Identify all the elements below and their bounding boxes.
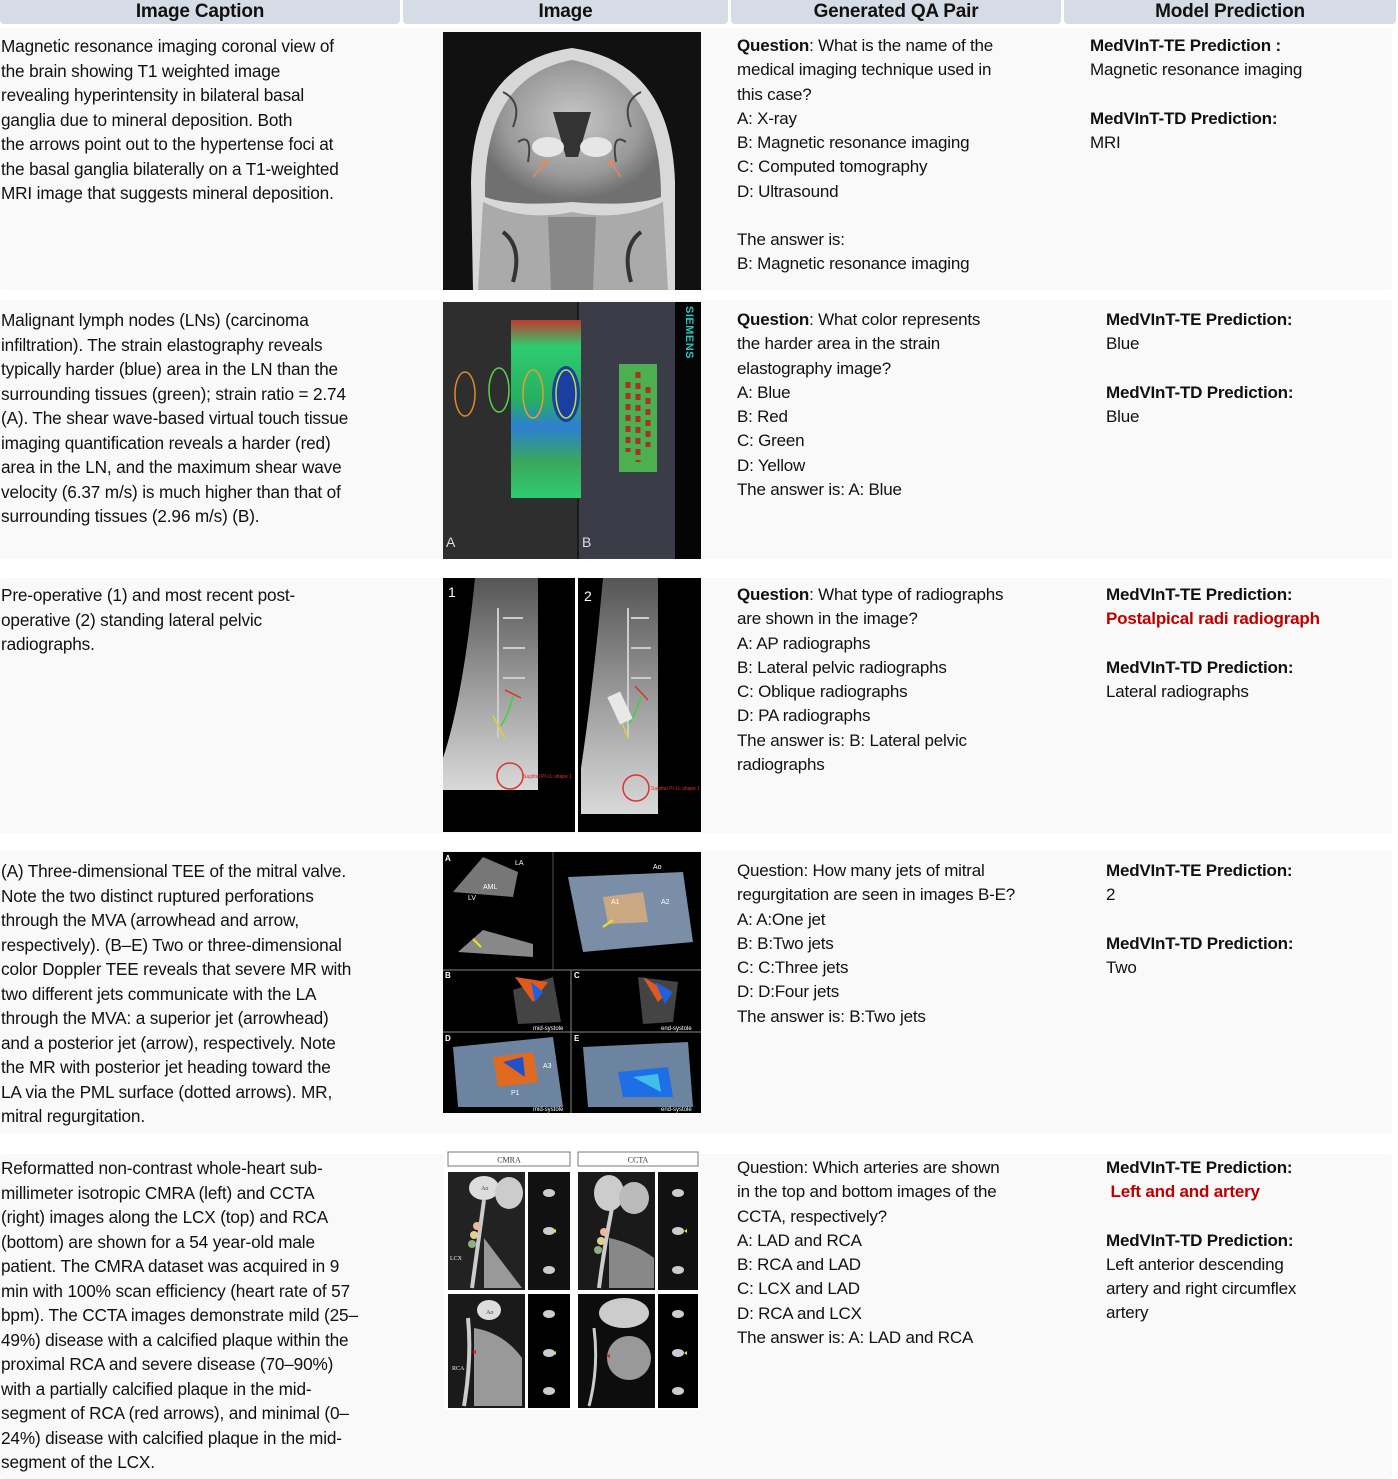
caption-line: two different jets communicate with the LA bbox=[1, 983, 317, 1004]
td-prediction-label: MedVInT-TD Prediction: bbox=[1106, 657, 1294, 677]
image-caption bbox=[1, 308, 393, 529]
caption-line: infiltration). The strain elastography reveals bbox=[1, 334, 323, 355]
cmra-label: CMRA bbox=[497, 1155, 521, 1165]
rca-label: RCA bbox=[452, 1366, 465, 1372]
caption-line: proximal RCA and severe disease (70–90%) bbox=[1, 1354, 334, 1374]
answer-line: The answer is: A: LAD and RCA bbox=[737, 1328, 974, 1348]
qa-pair bbox=[737, 308, 1057, 502]
caption-line: surrounding tissues (green); strain ratio = 2.74 bbox=[1, 383, 346, 404]
model-prediction bbox=[1106, 308, 1398, 429]
measurement-label: Sagittal PI-LL shape 1 bbox=[523, 774, 573, 780]
td-prediction-value: artery bbox=[1106, 1303, 1149, 1323]
anatomy-label: Ao bbox=[653, 864, 662, 871]
panel-label-2: 2 bbox=[584, 588, 592, 604]
phase-label: mid-systole bbox=[533, 1026, 564, 1032]
te-prediction-label: MedVInT-TE Prediction: bbox=[1106, 1158, 1293, 1177]
te-prediction-label: MedVInT-TE Prediction: bbox=[1106, 310, 1293, 329]
header-image: Image bbox=[403, 0, 728, 24]
option-c: C: Computed tomography bbox=[737, 157, 928, 177]
caption-line: the basal ganglia bilaterally on a T1-weighted bbox=[1, 158, 339, 179]
te-prediction-value: Magnetic resonance imaging bbox=[1090, 60, 1303, 80]
caption-line: LA via the PML surface (dotted arrows). MR, bbox=[1, 1081, 333, 1102]
answer-line: The answer is: B:Two jets bbox=[737, 1006, 926, 1026]
model-prediction bbox=[1106, 1156, 1398, 1326]
te-prediction-value: 2 bbox=[1106, 885, 1116, 905]
answer-line: B: Magnetic resonance imaging bbox=[737, 254, 970, 274]
cmra-ccta-image bbox=[444, 1148, 700, 1410]
caption-line: radiographs. bbox=[1, 634, 95, 654]
option-b: B: RCA and LAD bbox=[737, 1255, 861, 1275]
answer-line: The answer is: B: Lateral pelvic bbox=[737, 730, 967, 750]
question-line: elastography image? bbox=[737, 358, 892, 378]
td-prediction-value: MRI bbox=[1090, 132, 1121, 152]
anatomy-label: P1 bbox=[511, 1090, 520, 1097]
question-line: are shown in the image? bbox=[737, 609, 918, 629]
option-b: B: B:Two jets bbox=[737, 933, 834, 953]
caption-line: patient. The CMRA dataset was acquired in 9 bbox=[1, 1256, 340, 1276]
panel-label-a: A bbox=[446, 534, 456, 550]
answer-line: radiographs bbox=[737, 755, 825, 775]
td-prediction-value: Blue bbox=[1106, 406, 1140, 426]
lcx-label: LCX bbox=[450, 1256, 462, 1262]
panel-label-c: C bbox=[574, 971, 580, 980]
question-line: CCTA, respectively? bbox=[737, 1206, 887, 1226]
caption-line: (right) images along the LCX (top) and RCA bbox=[1, 1207, 329, 1227]
elastography-image bbox=[443, 302, 701, 559]
caption-line: the arrows point out to the hypertense foci at bbox=[1, 134, 334, 154]
panel-label-b: B bbox=[582, 534, 592, 550]
caption-line: imaging quantification reveals a harder (red) bbox=[1, 432, 331, 453]
image-caption bbox=[1, 859, 393, 1129]
phase-label: end-systole bbox=[661, 1107, 692, 1113]
te-prediction-value-wrong: Postalpical radi radiograph bbox=[1106, 609, 1320, 629]
option-d: D: PA radiographs bbox=[737, 706, 871, 726]
option-a: A: LAD and RCA bbox=[737, 1230, 862, 1250]
phase-label: mid-systole bbox=[533, 1107, 564, 1113]
measurement-label: Sagittal PI-LL shape 1 bbox=[651, 786, 701, 792]
tee-echocardiogram-image bbox=[443, 852, 701, 1113]
option-d: D: Yellow bbox=[737, 455, 806, 475]
td-prediction-label: MedVInT-TD Prediction: bbox=[1090, 108, 1278, 128]
question-line: Question: Which arteries are shown bbox=[737, 1158, 1000, 1177]
ao-label: Ao bbox=[481, 1186, 489, 1192]
option-d: D: D:Four jets bbox=[737, 982, 840, 1002]
table-row bbox=[0, 28, 1392, 290]
caption-line: mitral regurgitation. bbox=[1, 1106, 145, 1126]
option-c: C: Green bbox=[737, 431, 805, 451]
caption-line: millimeter isotropic CMRA (left) and CCTA bbox=[1, 1182, 315, 1203]
option-b: B: Red bbox=[737, 407, 788, 427]
caption-line: min with 100% scan efficiency (heart rate of 57 bbox=[1, 1280, 350, 1301]
table-row bbox=[0, 578, 1392, 833]
mri-brain-image bbox=[443, 32, 701, 290]
model-prediction bbox=[1090, 34, 1390, 155]
td-prediction-value: artery and right circumflex bbox=[1106, 1279, 1297, 1299]
option-c: C: C:Three jets bbox=[737, 958, 849, 978]
caption-line: (bottom) are shown for a 54 year-old male bbox=[1, 1231, 315, 1252]
table-header bbox=[0, 0, 1398, 24]
anatomy-label: LA bbox=[515, 860, 524, 867]
table-row bbox=[0, 1154, 1392, 1479]
caption-line: Magnetic resonance imaging coronal view of bbox=[1, 36, 334, 56]
te-prediction-label: MedVInT-TE Prediction: bbox=[1106, 585, 1293, 604]
caption-line: area in the LN, and the maximum shear wave bbox=[1, 457, 342, 477]
siemens-label: SIEMENS bbox=[675, 304, 701, 361]
caption-line: typically harder (blue) area in the LN than the bbox=[1, 359, 338, 379]
td-prediction-label: MedVInT-TD Prediction: bbox=[1106, 382, 1294, 402]
qa-pair bbox=[737, 34, 1057, 277]
option-c: C: Oblique radiographs bbox=[737, 682, 908, 702]
option-a: A: X-ray bbox=[737, 108, 797, 128]
question-line bbox=[737, 308, 1057, 332]
te-prediction-label: MedVInT-TE Prediction: bbox=[1106, 861, 1293, 880]
option-c: C: LCX and LAD bbox=[737, 1279, 860, 1299]
caption-line: surrounding tissues (2.96 m/s) (B). bbox=[1, 506, 260, 526]
td-prediction-label: MedVInT-TD Prediction: bbox=[1106, 1230, 1294, 1250]
ao-label: Ao bbox=[486, 1310, 494, 1316]
caption-line: respectively). (B–E) Two or three-dimensional bbox=[1, 934, 342, 955]
phase-label: end-systole bbox=[661, 1026, 692, 1032]
caption-line: through the MVA: a superior jet (arrowhead) bbox=[1, 1008, 329, 1028]
anatomy-label: A1 bbox=[611, 899, 620, 906]
td-prediction-value: Lateral radiographs bbox=[1106, 681, 1249, 701]
caption-line: with a partially calcified plaque in the mid- bbox=[1, 1378, 312, 1399]
caption-line: and a posterior jet (arrow), respectively. Note bbox=[1, 1032, 336, 1053]
caption-line: (A). The shear wave-based virtual touch tissue bbox=[1, 408, 349, 428]
anatomy-label: A2 bbox=[661, 899, 670, 906]
question-line: in the top and bottom images of the bbox=[737, 1182, 997, 1202]
image-caption bbox=[1, 34, 393, 206]
option-d: D: Ultrasound bbox=[737, 181, 839, 201]
model-prediction bbox=[1106, 859, 1398, 980]
caption-line: the MR with posterior jet heading toward the bbox=[1, 1057, 331, 1077]
ccta-label: CCTA bbox=[627, 1155, 649, 1165]
caption-line: (A) Three-dimensional TEE of the mitral valve. bbox=[1, 861, 346, 881]
option-a: A: Blue bbox=[737, 382, 791, 402]
caption-line: ganglia due to mineral deposition. Both bbox=[1, 109, 293, 130]
caption-line: operative (2) standing lateral pelvic bbox=[1, 609, 262, 630]
caption-line: Reformatted non-contrast whole-heart sub- bbox=[1, 1158, 323, 1178]
question-line: regurgitation are seen in images B-E? bbox=[737, 885, 1015, 905]
td-prediction-value: Two bbox=[1106, 957, 1137, 977]
qa-pair bbox=[737, 1156, 1057, 1350]
model-prediction bbox=[1106, 583, 1398, 704]
panel-label-b: B bbox=[445, 971, 451, 980]
panel-label-1: 1 bbox=[448, 584, 456, 600]
caption-line: revealing hyperintensity in bilateral basal bbox=[1, 85, 305, 105]
header-image-caption: Image Caption bbox=[0, 0, 400, 24]
caption-line: Note the two distinct ruptured perforations bbox=[1, 885, 314, 906]
question-label: Question bbox=[737, 310, 810, 329]
panel-label-e: E bbox=[574, 1034, 580, 1043]
caption-line: color Doppler TEE reveals that severe MR with bbox=[1, 959, 352, 979]
option-b: B: Lateral pelvic radiographs bbox=[737, 657, 947, 677]
qa-pair bbox=[737, 859, 1057, 1029]
question-line: this case? bbox=[737, 84, 812, 104]
caption-line: velocity (6.37 m/s) is much higher than that of bbox=[1, 481, 341, 502]
caption-line: 24%) disease with calcified plaque in the mid- bbox=[1, 1427, 342, 1448]
question-text: : What type of radiographs bbox=[809, 585, 1004, 604]
radiograph-image bbox=[443, 578, 701, 832]
image-caption bbox=[1, 1156, 393, 1475]
caption-line: 49%) disease with a calcified plaque within the bbox=[1, 1329, 349, 1350]
caption-line: the brain showing T1 weighted image bbox=[1, 60, 281, 81]
question-line: medical imaging technique used in bbox=[737, 60, 992, 80]
panel-label-a: A bbox=[445, 854, 451, 863]
question-line: Question: How many jets of mitral bbox=[737, 861, 985, 880]
td-prediction-label: MedVInT-TD Prediction: bbox=[1106, 933, 1294, 953]
caption-line: through the MVA (arrowhead and arrow, bbox=[1, 910, 299, 930]
answer-line: The answer is: bbox=[737, 230, 845, 250]
caption-line: segment of RCA (red arrows), and minimal (0– bbox=[1, 1403, 349, 1423]
option-d: D: RCA and LCX bbox=[737, 1303, 862, 1323]
option-a: A: AP radiographs bbox=[737, 633, 871, 653]
question-line bbox=[737, 583, 1057, 607]
question-label: Question bbox=[737, 585, 810, 604]
question-text: : What is the name of the bbox=[809, 36, 994, 55]
te-prediction-value-wrong: Left and and artery bbox=[1106, 1182, 1260, 1202]
panel-label-d: D bbox=[445, 1034, 451, 1043]
question-text: : What color represents bbox=[809, 310, 981, 329]
anatomy-label: AML bbox=[483, 884, 498, 891]
caption-line: Pre-operative (1) and most recent post- bbox=[1, 585, 296, 605]
te-prediction-value: Blue bbox=[1106, 334, 1140, 354]
question-label: Question bbox=[737, 36, 810, 55]
option-b: B: Magnetic resonance imaging bbox=[737, 133, 970, 153]
caption-line: Malignant lymph nodes (LNs) (carcinoma bbox=[1, 310, 309, 330]
te-prediction-label: MedVInT-TE Prediction : bbox=[1090, 36, 1281, 55]
option-a: A: A:One jet bbox=[737, 909, 826, 929]
answer-line: The answer is: A: Blue bbox=[737, 480, 902, 500]
anatomy-label: A3 bbox=[543, 1063, 552, 1070]
caption-line: MRI image that suggests mineral deposition. bbox=[1, 183, 334, 203]
caption-line: bpm). The CCTA images demonstrate mild (25– bbox=[1, 1305, 358, 1325]
td-prediction-value: Left anterior descending bbox=[1106, 1254, 1284, 1274]
header-qa-pair: Generated QA Pair bbox=[731, 0, 1061, 24]
table-row bbox=[0, 851, 1392, 1133]
header-model-prediction: Model Prediction bbox=[1064, 0, 1396, 24]
qa-pair bbox=[737, 583, 1057, 777]
question-line bbox=[737, 34, 1057, 58]
image-caption bbox=[1, 583, 393, 657]
question-line: the harder area in the strain bbox=[737, 334, 941, 354]
caption-line: segment of the LCX. bbox=[1, 1452, 155, 1472]
table-row bbox=[0, 300, 1392, 559]
anatomy-label: LV bbox=[468, 895, 477, 902]
